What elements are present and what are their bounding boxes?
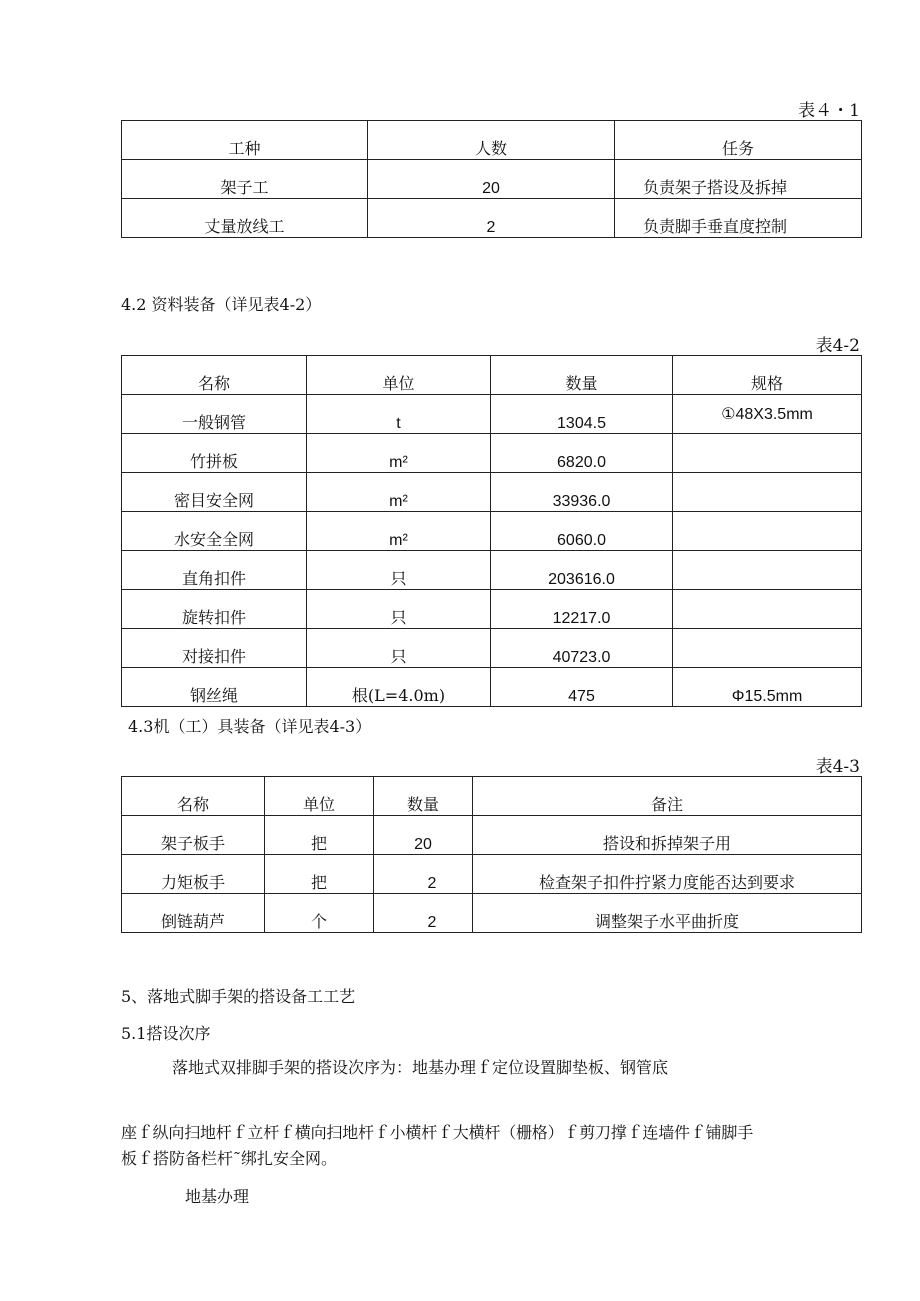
table-cell: Φ15.5mm <box>673 668 862 707</box>
table-cell: 个 <box>265 894 374 933</box>
table-cell: 搭设和拆掉架子用 <box>473 816 862 855</box>
table1-caption: 表４・1 <box>798 101 860 121</box>
table-cell <box>673 551 862 590</box>
table-cell: 直角扣件 <box>122 551 307 590</box>
table-cell: 检查架子扣件拧紧力度能否达到要求 <box>473 855 862 894</box>
table-cell <box>673 629 862 668</box>
table-header-row <box>122 121 862 160</box>
table-cell: 负责脚手垂直度控制 <box>615 199 862 238</box>
table-cell: t <box>307 395 491 434</box>
section-heading-5: 5、落地式脚手架的搭设备工工艺 <box>121 987 356 1006</box>
table-row <box>122 473 862 512</box>
paragraph-line-1: 落地式双排脚手架的搭设次序为：地基办理ｆ定位设置脚垫板、钢管底 <box>172 1058 669 1077</box>
table-cell: 33936.0 <box>491 473 673 512</box>
table-row <box>122 551 862 590</box>
table-cell: 40723.0 <box>491 629 673 668</box>
header-cell: 人数 <box>368 121 615 160</box>
table-cell: 12217.0 <box>491 590 673 629</box>
table-row <box>122 894 862 933</box>
header-cell: 数量 <box>374 777 473 816</box>
table-header-row <box>122 356 862 395</box>
table-cell: 丈量放线工 <box>122 199 368 238</box>
table-cell: 只 <box>307 590 491 629</box>
table-cell: 一般钢管 <box>122 395 307 434</box>
header-cell: 任务 <box>615 121 862 160</box>
table-header-row <box>122 777 862 816</box>
table-row <box>122 512 862 551</box>
table-4-2 <box>121 355 862 707</box>
table-row <box>122 434 862 473</box>
table-4-1 <box>121 120 862 238</box>
paragraph-line-3: 板ｆ搭防备栏杆˜绑扎安全网。 <box>121 1149 338 1168</box>
header-cell: 规格 <box>673 356 862 395</box>
table-cell: 水安全全网 <box>122 512 307 551</box>
header-cell: 名称 <box>122 777 265 816</box>
table-cell: 20 <box>374 816 473 855</box>
table-cell: 对接扣件 <box>122 629 307 668</box>
subsection-item: 地基办理 <box>185 1187 250 1206</box>
table-row <box>122 816 862 855</box>
table-cell: 1304.5 <box>491 395 673 434</box>
header-cell: 名称 <box>122 356 307 395</box>
table-row <box>122 160 862 199</box>
header-cell: 工种 <box>122 121 368 160</box>
table-cell: m² <box>307 512 491 551</box>
table-cell: 密目安全网 <box>122 473 307 512</box>
table3-caption: 表4-3 <box>815 757 860 777</box>
table-cell: 竹拼板 <box>122 434 307 473</box>
table-cell <box>673 434 862 473</box>
table-cell: m² <box>307 473 491 512</box>
table-row <box>122 395 862 434</box>
table-cell: 2 <box>368 199 615 238</box>
table-row <box>122 629 862 668</box>
section-heading-4-3: 4.3机（工）具装备（详见表4-3） <box>128 717 372 736</box>
table-cell: 把 <box>265 816 374 855</box>
table-cell: ①48X3.5mm <box>673 395 862 434</box>
table-cell: 475 <box>491 668 673 707</box>
header-cell: 单位 <box>307 356 491 395</box>
table-cell: 力矩板手 <box>122 855 265 894</box>
table-4-3 <box>121 776 862 933</box>
table-cell: 203616.0 <box>491 551 673 590</box>
table-cell: 旋转扣件 <box>122 590 307 629</box>
table-cell: 只 <box>307 629 491 668</box>
table-cell: 20 <box>368 160 615 199</box>
table2-caption: 表4-2 <box>815 336 860 356</box>
table-cell: 只 <box>307 551 491 590</box>
table-cell: 把 <box>265 855 374 894</box>
table-cell: 调整架子水平曲折度 <box>473 894 862 933</box>
header-cell: 备注 <box>473 777 862 816</box>
table-row <box>122 668 862 707</box>
table-cell: 钢丝绳 <box>122 668 307 707</box>
table-cell: 架子板手 <box>122 816 265 855</box>
paragraph-line-2: 座ｆ纵向扫地杆ｆ立杆ｆ横向扫地杆ｆ小横杆ｆ大横杆（栅格）ｆ剪刀撑ｆ连墙件ｆ铺脚手 <box>121 1123 754 1142</box>
table-row <box>122 199 862 238</box>
table-row <box>122 855 862 894</box>
table-cell: 6060.0 <box>491 512 673 551</box>
table-cell <box>673 512 862 551</box>
table-cell: 根(L=4.0m) <box>307 668 491 707</box>
section-heading-4-2: 4.2 资料装备（详见表4-2） <box>121 295 322 314</box>
header-cell: 单位 <box>265 777 374 816</box>
table-cell <box>673 590 862 629</box>
table-cell: m² <box>307 434 491 473</box>
table-cell: 6820.0 <box>491 434 673 473</box>
table-cell: 倒链葫芦 <box>122 894 265 933</box>
table-cell: 2 <box>374 855 473 894</box>
table-cell: 负责架子搭设及拆掉 <box>615 160 862 199</box>
table-row <box>122 590 862 629</box>
table-cell: 架子工 <box>122 160 368 199</box>
table-cell <box>673 473 862 512</box>
header-cell: 数量 <box>491 356 673 395</box>
table-cell: 2 <box>374 894 473 933</box>
section-heading-5-1: 5.1搭设次序 <box>121 1024 211 1043</box>
